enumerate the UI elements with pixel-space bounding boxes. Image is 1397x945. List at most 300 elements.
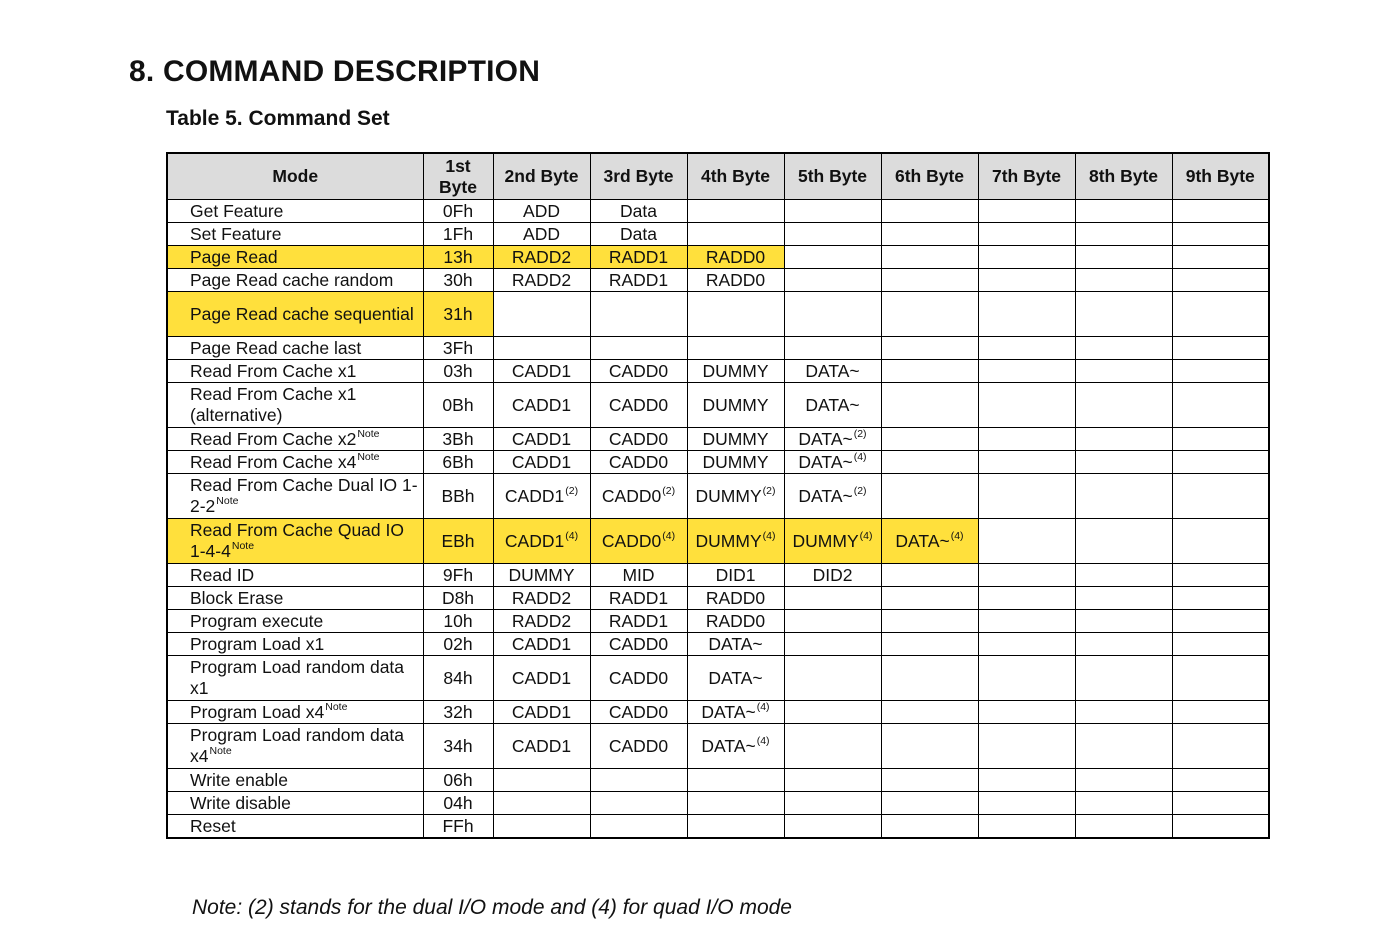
cell-text: CADD0 xyxy=(608,667,669,688)
cell-text: DUMMY xyxy=(702,360,769,381)
cell-text: DUMMY xyxy=(702,394,769,415)
table-row xyxy=(167,701,1269,724)
cell-text: RADD2 xyxy=(511,587,572,608)
byte-cell xyxy=(978,360,1075,383)
byte-cell xyxy=(590,269,687,292)
byte-cell xyxy=(1172,519,1269,564)
superscript-note: (4) xyxy=(762,529,776,542)
byte-cell xyxy=(784,383,881,428)
cell-text: D8h xyxy=(441,587,475,608)
table-row xyxy=(167,633,1269,656)
superscript-note: (4) xyxy=(565,529,579,542)
byte-cell xyxy=(784,292,881,337)
byte-cell xyxy=(590,769,687,792)
byte-cell xyxy=(493,292,590,337)
cell-text: Program Load x1 xyxy=(190,633,325,654)
byte-cell xyxy=(978,633,1075,656)
section-title: 8. COMMAND DESCRIPTION xyxy=(129,55,541,88)
byte-cell xyxy=(1172,246,1269,269)
cell-text: RADD1 xyxy=(608,269,669,290)
cell-text: DUMMY xyxy=(695,485,762,506)
command-set-table xyxy=(166,152,1270,839)
superscript-note: Note xyxy=(216,495,239,507)
table-row xyxy=(167,360,1269,383)
cell-text: Program Load random data x1 xyxy=(190,657,405,698)
byte-cell xyxy=(978,656,1075,701)
byte-cell xyxy=(1075,246,1172,269)
byte-cell xyxy=(978,223,1075,246)
byte-cell xyxy=(881,633,978,656)
byte-cell xyxy=(493,200,590,223)
byte-cell xyxy=(493,383,590,428)
opcode-cell xyxy=(423,633,493,656)
byte-cell xyxy=(687,246,784,269)
superscript-note: (4) xyxy=(853,450,867,463)
superscript-note: Note xyxy=(357,427,380,440)
byte-cell xyxy=(590,223,687,246)
byte-cell xyxy=(784,428,881,451)
opcode-cell xyxy=(423,246,493,269)
table-row xyxy=(167,337,1269,360)
byte-cell xyxy=(978,519,1075,564)
mode-cell xyxy=(167,383,423,428)
byte-cell xyxy=(978,383,1075,428)
cell-text: CADD1 xyxy=(511,394,572,415)
byte-cell xyxy=(590,633,687,656)
byte-cell xyxy=(493,701,590,724)
cell-text: Data xyxy=(620,200,657,221)
byte-cell xyxy=(1172,724,1269,769)
mode-cell xyxy=(167,633,423,656)
byte-cell xyxy=(1172,769,1269,792)
opcode-cell xyxy=(423,292,493,337)
cell-text: 13h xyxy=(443,246,473,267)
byte-cell xyxy=(493,792,590,815)
byte-cell xyxy=(1075,815,1172,839)
byte-cell xyxy=(784,769,881,792)
header-byte-4: 4th Byte xyxy=(687,153,784,200)
superscript-note: (2) xyxy=(762,484,776,497)
header-byte-6: 6th Byte xyxy=(881,153,978,200)
table-row xyxy=(167,269,1269,292)
byte-cell xyxy=(784,792,881,815)
byte-cell xyxy=(493,269,590,292)
cell-text: 03h xyxy=(443,360,473,381)
superscript-note: (2) xyxy=(565,484,579,497)
cell-text: RADD2 xyxy=(511,246,572,267)
cell-text: Read From Cache Dual IO 1-2-2 xyxy=(190,475,418,516)
byte-cell xyxy=(881,383,978,428)
byte-cell xyxy=(493,428,590,451)
cell-text: RADD0 xyxy=(705,246,766,267)
byte-cell xyxy=(784,360,881,383)
byte-cell xyxy=(493,724,590,769)
byte-cell xyxy=(1172,223,1269,246)
cell-text: DATA~ xyxy=(798,428,853,449)
cell-text: 10h xyxy=(443,610,473,631)
cell-text: DATA~ xyxy=(805,394,860,415)
cell-text: CADD1 xyxy=(511,428,572,449)
cell-text: CADD0 xyxy=(608,451,669,472)
superscript-note: (4) xyxy=(756,700,770,713)
superscript-note: (2) xyxy=(853,484,867,497)
byte-cell xyxy=(1075,633,1172,656)
byte-cell xyxy=(590,724,687,769)
byte-cell xyxy=(881,292,978,337)
byte-cell xyxy=(881,474,978,519)
cell-text: Program Load random data x4 xyxy=(190,725,405,766)
byte-cell xyxy=(1172,633,1269,656)
mode-cell xyxy=(167,519,423,564)
cell-text: 1Fh xyxy=(442,223,474,244)
byte-cell xyxy=(590,474,687,519)
cell-text: 34h xyxy=(443,735,473,756)
header-byte-9: 9th Byte xyxy=(1172,153,1269,200)
mode-cell xyxy=(167,246,423,269)
byte-cell xyxy=(1172,610,1269,633)
table-row xyxy=(167,200,1269,223)
byte-cell xyxy=(590,337,687,360)
cell-text: RADD2 xyxy=(511,610,572,631)
byte-cell xyxy=(784,633,881,656)
byte-cell xyxy=(1075,474,1172,519)
cell-text: Get Feature xyxy=(190,200,284,221)
cell-text: RADD0 xyxy=(705,587,766,608)
byte-cell xyxy=(1075,724,1172,769)
byte-cell xyxy=(687,724,784,769)
mode-cell xyxy=(167,587,423,610)
header-mode: Mode xyxy=(167,153,423,200)
byte-cell xyxy=(590,587,687,610)
byte-cell xyxy=(784,269,881,292)
byte-cell xyxy=(1172,292,1269,337)
cell-text: FFh xyxy=(442,815,474,836)
byte-cell xyxy=(784,474,881,519)
byte-cell xyxy=(493,769,590,792)
byte-cell xyxy=(881,200,978,223)
byte-cell xyxy=(1075,428,1172,451)
mode-cell xyxy=(167,337,423,360)
table-row xyxy=(167,223,1269,246)
table-body xyxy=(167,200,1269,839)
header-byte-8: 8th Byte xyxy=(1075,153,1172,200)
opcode-cell xyxy=(423,360,493,383)
byte-cell xyxy=(784,451,881,474)
byte-cell xyxy=(590,451,687,474)
cell-text: 3Bh xyxy=(442,428,474,449)
cell-text: CADD1 xyxy=(511,451,572,472)
byte-cell xyxy=(1075,360,1172,383)
cell-text: 30h xyxy=(443,269,473,290)
cell-text: CADD1 xyxy=(511,701,572,722)
byte-cell xyxy=(590,815,687,839)
cell-text: CADD1 xyxy=(504,530,565,551)
byte-cell xyxy=(687,451,784,474)
byte-cell xyxy=(784,724,881,769)
opcode-cell xyxy=(423,587,493,610)
superscript-note: (4) xyxy=(756,734,770,747)
byte-cell xyxy=(978,246,1075,269)
byte-cell xyxy=(978,474,1075,519)
table-row xyxy=(167,474,1269,519)
superscript-note: (4) xyxy=(859,529,873,542)
byte-cell xyxy=(1172,564,1269,587)
byte-cell xyxy=(590,656,687,701)
cell-text: 3Fh xyxy=(442,337,474,358)
byte-cell xyxy=(784,587,881,610)
cell-text: DATA~ xyxy=(798,451,853,472)
cell-text: EBh xyxy=(441,530,475,551)
header-byte-3: 3rd Byte xyxy=(590,153,687,200)
cell-text: DID1 xyxy=(715,564,756,585)
cell-text: DATA~ xyxy=(805,360,860,381)
cell-text: 04h xyxy=(443,792,473,813)
byte-cell xyxy=(784,701,881,724)
table-row xyxy=(167,428,1269,451)
byte-cell xyxy=(1075,587,1172,610)
table-row xyxy=(167,246,1269,269)
byte-cell xyxy=(687,269,784,292)
byte-cell xyxy=(978,564,1075,587)
table-row xyxy=(167,587,1269,610)
byte-cell xyxy=(978,792,1075,815)
opcode-cell xyxy=(423,815,493,839)
table-row xyxy=(167,815,1269,839)
cell-text: 02h xyxy=(443,633,473,654)
cell-text: DATA~ xyxy=(798,485,853,506)
cell-text: Page Read cache sequential xyxy=(190,303,414,324)
byte-cell xyxy=(590,383,687,428)
cell-text: DUMMY xyxy=(792,530,859,551)
byte-cell xyxy=(687,223,784,246)
byte-cell xyxy=(978,428,1075,451)
byte-cell xyxy=(784,337,881,360)
cell-text: CADD1 xyxy=(511,633,572,654)
byte-cell xyxy=(1075,269,1172,292)
superscript-note: (4) xyxy=(662,529,676,542)
cell-text: ADD xyxy=(523,223,560,244)
byte-cell xyxy=(687,383,784,428)
cell-text: Data xyxy=(620,223,657,244)
cell-text: DID2 xyxy=(812,564,853,585)
byte-cell xyxy=(493,246,590,269)
byte-cell xyxy=(881,223,978,246)
byte-cell xyxy=(1172,451,1269,474)
table-row xyxy=(167,292,1269,337)
cell-text: RADD1 xyxy=(608,246,669,267)
byte-cell xyxy=(687,815,784,839)
byte-cell xyxy=(590,292,687,337)
byte-cell xyxy=(881,564,978,587)
cell-text: DATA~ xyxy=(895,530,950,551)
byte-cell xyxy=(978,701,1075,724)
byte-cell xyxy=(687,337,784,360)
cell-text: 32h xyxy=(443,701,473,722)
byte-cell xyxy=(687,360,784,383)
cell-text: Read From Cache x1 xyxy=(190,360,357,381)
mode-cell xyxy=(167,200,423,223)
byte-cell xyxy=(1075,519,1172,564)
byte-cell xyxy=(1075,701,1172,724)
superscript-note: (2) xyxy=(662,484,676,497)
opcode-cell xyxy=(423,383,493,428)
byte-cell xyxy=(1075,292,1172,337)
superscript-note: Note xyxy=(357,450,380,463)
table-row xyxy=(167,769,1269,792)
byte-cell xyxy=(493,610,590,633)
byte-cell xyxy=(1075,200,1172,223)
cell-text: RADD0 xyxy=(705,610,766,631)
byte-cell xyxy=(1172,701,1269,724)
byte-cell xyxy=(493,564,590,587)
cell-text: Page Read cache random xyxy=(190,269,394,290)
byte-cell xyxy=(493,587,590,610)
cell-text: ADD xyxy=(523,200,560,221)
cell-text: Read From Cache x4 xyxy=(190,451,357,472)
header-byte-5: 5th Byte xyxy=(784,153,881,200)
byte-cell xyxy=(784,519,881,564)
cell-text: Program Load x4 xyxy=(190,701,325,722)
byte-cell xyxy=(687,792,784,815)
mode-cell xyxy=(167,428,423,451)
cell-text: Read From Cache x1 (alternative) xyxy=(190,384,357,425)
byte-cell xyxy=(1172,656,1269,701)
mode-cell xyxy=(167,360,423,383)
byte-cell xyxy=(493,519,590,564)
superscript-note: Note xyxy=(325,700,348,713)
opcode-cell xyxy=(423,337,493,360)
byte-cell xyxy=(881,519,978,564)
byte-cell xyxy=(493,474,590,519)
byte-cell xyxy=(1172,383,1269,428)
byte-cell xyxy=(1075,337,1172,360)
cell-text: Read From Cache x2 xyxy=(190,428,357,449)
byte-cell xyxy=(1075,769,1172,792)
byte-cell xyxy=(978,587,1075,610)
byte-cell xyxy=(687,519,784,564)
table-row xyxy=(167,383,1269,428)
mode-cell xyxy=(167,815,423,839)
mode-cell xyxy=(167,474,423,519)
byte-cell xyxy=(1075,656,1172,701)
byte-cell xyxy=(590,519,687,564)
byte-cell xyxy=(687,769,784,792)
cell-text: DUMMY xyxy=(702,428,769,449)
cell-text: BBh xyxy=(441,485,475,506)
byte-cell xyxy=(493,223,590,246)
byte-cell xyxy=(1172,360,1269,383)
opcode-cell xyxy=(423,519,493,564)
footnote: Note: (2) stands for the dual I/O mode and (4) for quad I/O mode xyxy=(192,896,792,919)
byte-cell xyxy=(881,337,978,360)
byte-cell xyxy=(1075,792,1172,815)
byte-cell xyxy=(978,815,1075,839)
opcode-cell xyxy=(423,769,493,792)
byte-cell xyxy=(687,564,784,587)
byte-cell xyxy=(881,769,978,792)
opcode-cell xyxy=(423,223,493,246)
byte-cell xyxy=(881,701,978,724)
cell-text: 06h xyxy=(443,769,473,790)
cell-text: CADD1 xyxy=(511,667,572,688)
cell-text: Read From Cache Quad IO 1-4-4 xyxy=(190,520,404,561)
opcode-cell xyxy=(423,564,493,587)
cell-text: RADD1 xyxy=(608,587,669,608)
byte-cell xyxy=(881,269,978,292)
byte-cell xyxy=(687,200,784,223)
byte-cell xyxy=(881,451,978,474)
table-row xyxy=(167,610,1269,633)
byte-cell xyxy=(978,451,1075,474)
cell-text: 84h xyxy=(443,667,473,688)
cell-text: DUMMY xyxy=(702,451,769,472)
cell-text: Read ID xyxy=(190,564,255,585)
cell-text: CADD1 xyxy=(511,735,572,756)
opcode-cell xyxy=(423,610,493,633)
cell-text: DATA~ xyxy=(701,735,756,756)
cell-text: Write disable xyxy=(190,792,291,813)
cell-text: CADD0 xyxy=(601,530,662,551)
byte-cell xyxy=(687,587,784,610)
byte-cell xyxy=(978,769,1075,792)
byte-cell xyxy=(881,360,978,383)
byte-cell xyxy=(493,815,590,839)
byte-cell xyxy=(1172,815,1269,839)
header-row xyxy=(167,153,1269,200)
byte-cell xyxy=(590,792,687,815)
mode-cell xyxy=(167,724,423,769)
byte-cell xyxy=(493,451,590,474)
byte-cell xyxy=(687,656,784,701)
byte-cell xyxy=(687,428,784,451)
byte-cell xyxy=(978,200,1075,223)
mode-cell xyxy=(167,610,423,633)
byte-cell xyxy=(493,633,590,656)
byte-cell xyxy=(1075,223,1172,246)
byte-cell xyxy=(784,815,881,839)
cell-text: Block Erase xyxy=(190,587,284,608)
byte-cell xyxy=(881,656,978,701)
byte-cell xyxy=(1172,200,1269,223)
table-row xyxy=(167,564,1269,587)
table-row xyxy=(167,451,1269,474)
byte-cell xyxy=(784,246,881,269)
cell-text: CADD0 xyxy=(608,428,669,449)
cell-text: Set Feature xyxy=(190,223,282,244)
byte-cell xyxy=(978,292,1075,337)
byte-cell xyxy=(978,337,1075,360)
byte-cell xyxy=(881,587,978,610)
cell-text: Write enable xyxy=(190,769,288,790)
cell-text: CADD0 xyxy=(608,394,669,415)
opcode-cell xyxy=(423,474,493,519)
cell-text: CADD1 xyxy=(504,485,565,506)
cell-text: MID xyxy=(622,564,655,585)
byte-cell xyxy=(978,724,1075,769)
superscript-note: (4) xyxy=(950,529,964,542)
table-row xyxy=(167,656,1269,701)
cell-text: DATA~ xyxy=(708,667,763,688)
opcode-cell xyxy=(423,200,493,223)
byte-cell xyxy=(1172,474,1269,519)
byte-cell xyxy=(493,337,590,360)
byte-cell xyxy=(784,656,881,701)
cell-text: Page Read xyxy=(190,246,278,267)
byte-cell xyxy=(881,815,978,839)
byte-cell xyxy=(784,223,881,246)
byte-cell xyxy=(1172,269,1269,292)
table-row xyxy=(167,519,1269,564)
